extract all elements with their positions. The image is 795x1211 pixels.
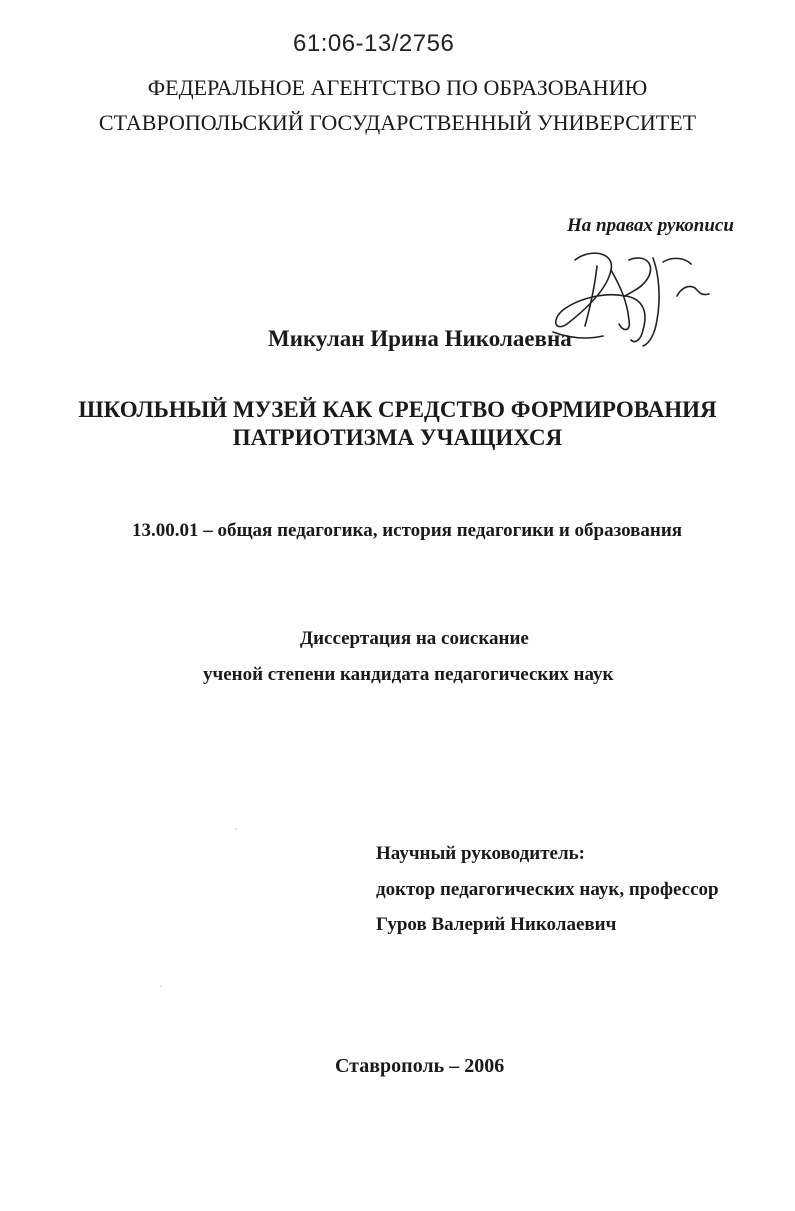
dissertation-line-2: ученой степени кандидата педагогических наук xyxy=(203,664,614,685)
supervisor-name: Гуров Валерий Николаевич xyxy=(376,914,617,935)
thesis-title-line-2: ПАТРИОТИЗМА УЧАЩИХСЯ xyxy=(232,425,563,450)
thesis-title-line-1: ШКОЛЬНЫЙ МУЗЕЙ КАК СРЕДСТВО ФОРМИРОВАНИЯ xyxy=(78,397,717,422)
supervisor-degree: доктор педагогических наук, профессор xyxy=(376,879,719,900)
supervisor-label: Научный руководитель: xyxy=(376,843,585,864)
dissertation-line-1: Диссертация на соискание xyxy=(300,628,529,649)
city-year: Ставрополь – 2006 xyxy=(335,1055,505,1077)
catalog-code: 61:06-13/2756 xyxy=(293,30,455,57)
specialty-code: 13.00.01 – общая педагогика, история педагогики и образования xyxy=(132,520,683,541)
scan-speck xyxy=(235,828,237,830)
university-name: СТАВРОПОЛЬСКИЙ ГОСУДАРСТВЕННЫЙ УНИВЕРСИТЕТ xyxy=(98,110,697,135)
manuscript-note: На правах рукописи xyxy=(567,215,734,236)
agency-name: ФЕДЕРАЛЬНОЕ АГЕНТСТВО ПО ОБРАЗОВАНИЮ xyxy=(147,75,648,100)
author-name: Микулан Ирина Николаевна xyxy=(268,326,572,351)
scan-speck xyxy=(160,985,162,987)
